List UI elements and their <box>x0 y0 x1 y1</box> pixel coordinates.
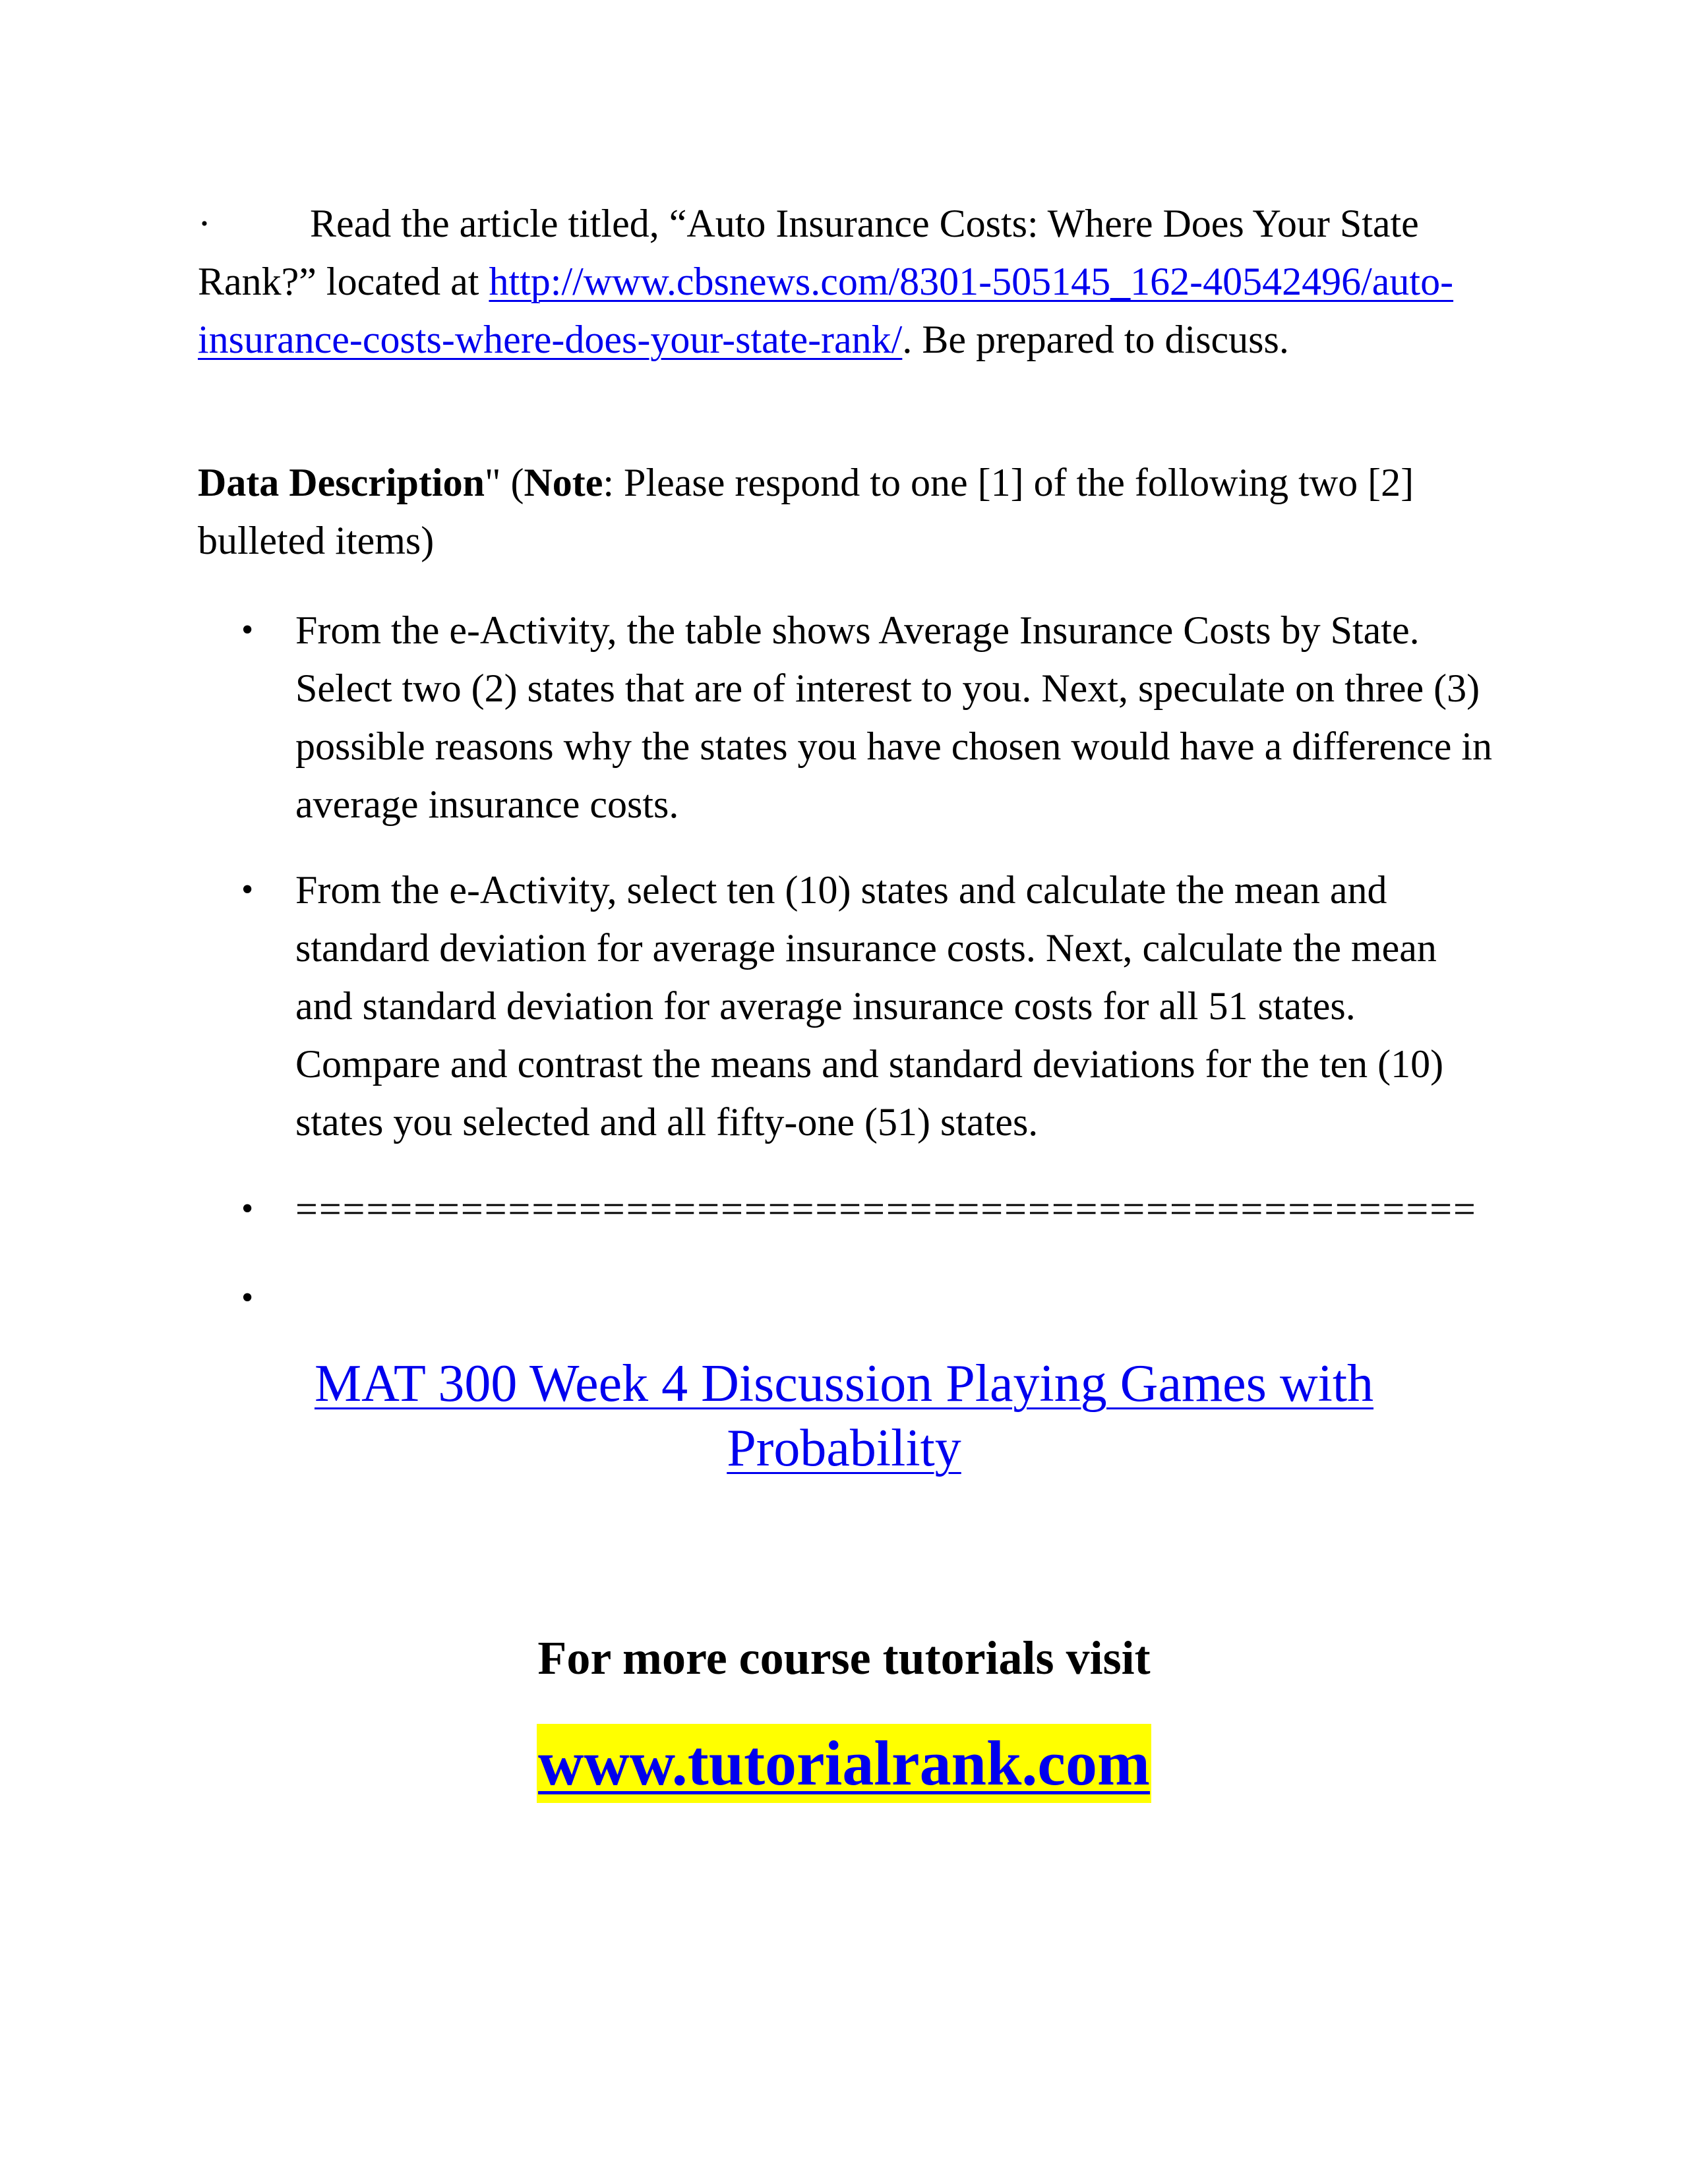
note-text: : Please respond to one [1] of the following two [2] bulleted items) <box>198 461 1414 562</box>
site-link[interactable]: www.tutorialrank.com <box>537 1724 1151 1803</box>
bullet-marker: • <box>241 611 254 649</box>
note-label: Note <box>524 461 603 504</box>
bullet-text: From the e-Activity, select ten (10) states and calculate the mean and standard deviation for average insurance costs. Next, calculate the mean and standard deviation for average insurance costs for all 51 states. Compare and contrast the means and standard deviations for the ten (10) states you selected and all fifty-one (51) states. <box>295 868 1444 1144</box>
site-link-block <box>198 1724 1490 1803</box>
data-description-paragraph <box>198 454 1490 570</box>
data-description-quote: " ( <box>484 461 524 504</box>
bullet-marker: • <box>241 1190 255 1227</box>
more-tutorials-text: For more course tutorials visit <box>537 1632 1151 1684</box>
bullet-marker: • <box>241 1279 254 1316</box>
separator-line: ================================================== <box>295 1187 1477 1231</box>
list-item <box>241 861 1495 1151</box>
data-description-heading: Data Description <box>198 461 485 504</box>
bullet-marker: • <box>241 871 254 908</box>
intro-text: Read the article titled, “Auto Insurance Costs: Where Does Your State Rank?” located at <box>198 202 1419 303</box>
course-link[interactable]: MAT 300 Week 4 Discussion Playing Games with Probability <box>314 1355 1374 1477</box>
intro-text-after: . Be prepared to discuss. <box>902 318 1289 361</box>
bullet-text: From the e-Activity, the table shows Average Insurance Costs by State. Select two (2) states that are of interest to you. Next, speculate on three (3) possible reasons why the states you have chosen would have a difference in average insurance costs. <box>295 608 1493 826</box>
article-link[interactable]: http://www.cbsnews.com/8301-505145_162-40542496/auto-insurance-costs-where-does-your-state-rank/ <box>198 260 1454 361</box>
intro-paragraph <box>198 194 1490 369</box>
list-item <box>241 601 1495 833</box>
list-item <box>241 1180 1495 1238</box>
intro-bullet-marker: · <box>198 202 211 245</box>
course-link-block <box>198 1351 1490 1481</box>
